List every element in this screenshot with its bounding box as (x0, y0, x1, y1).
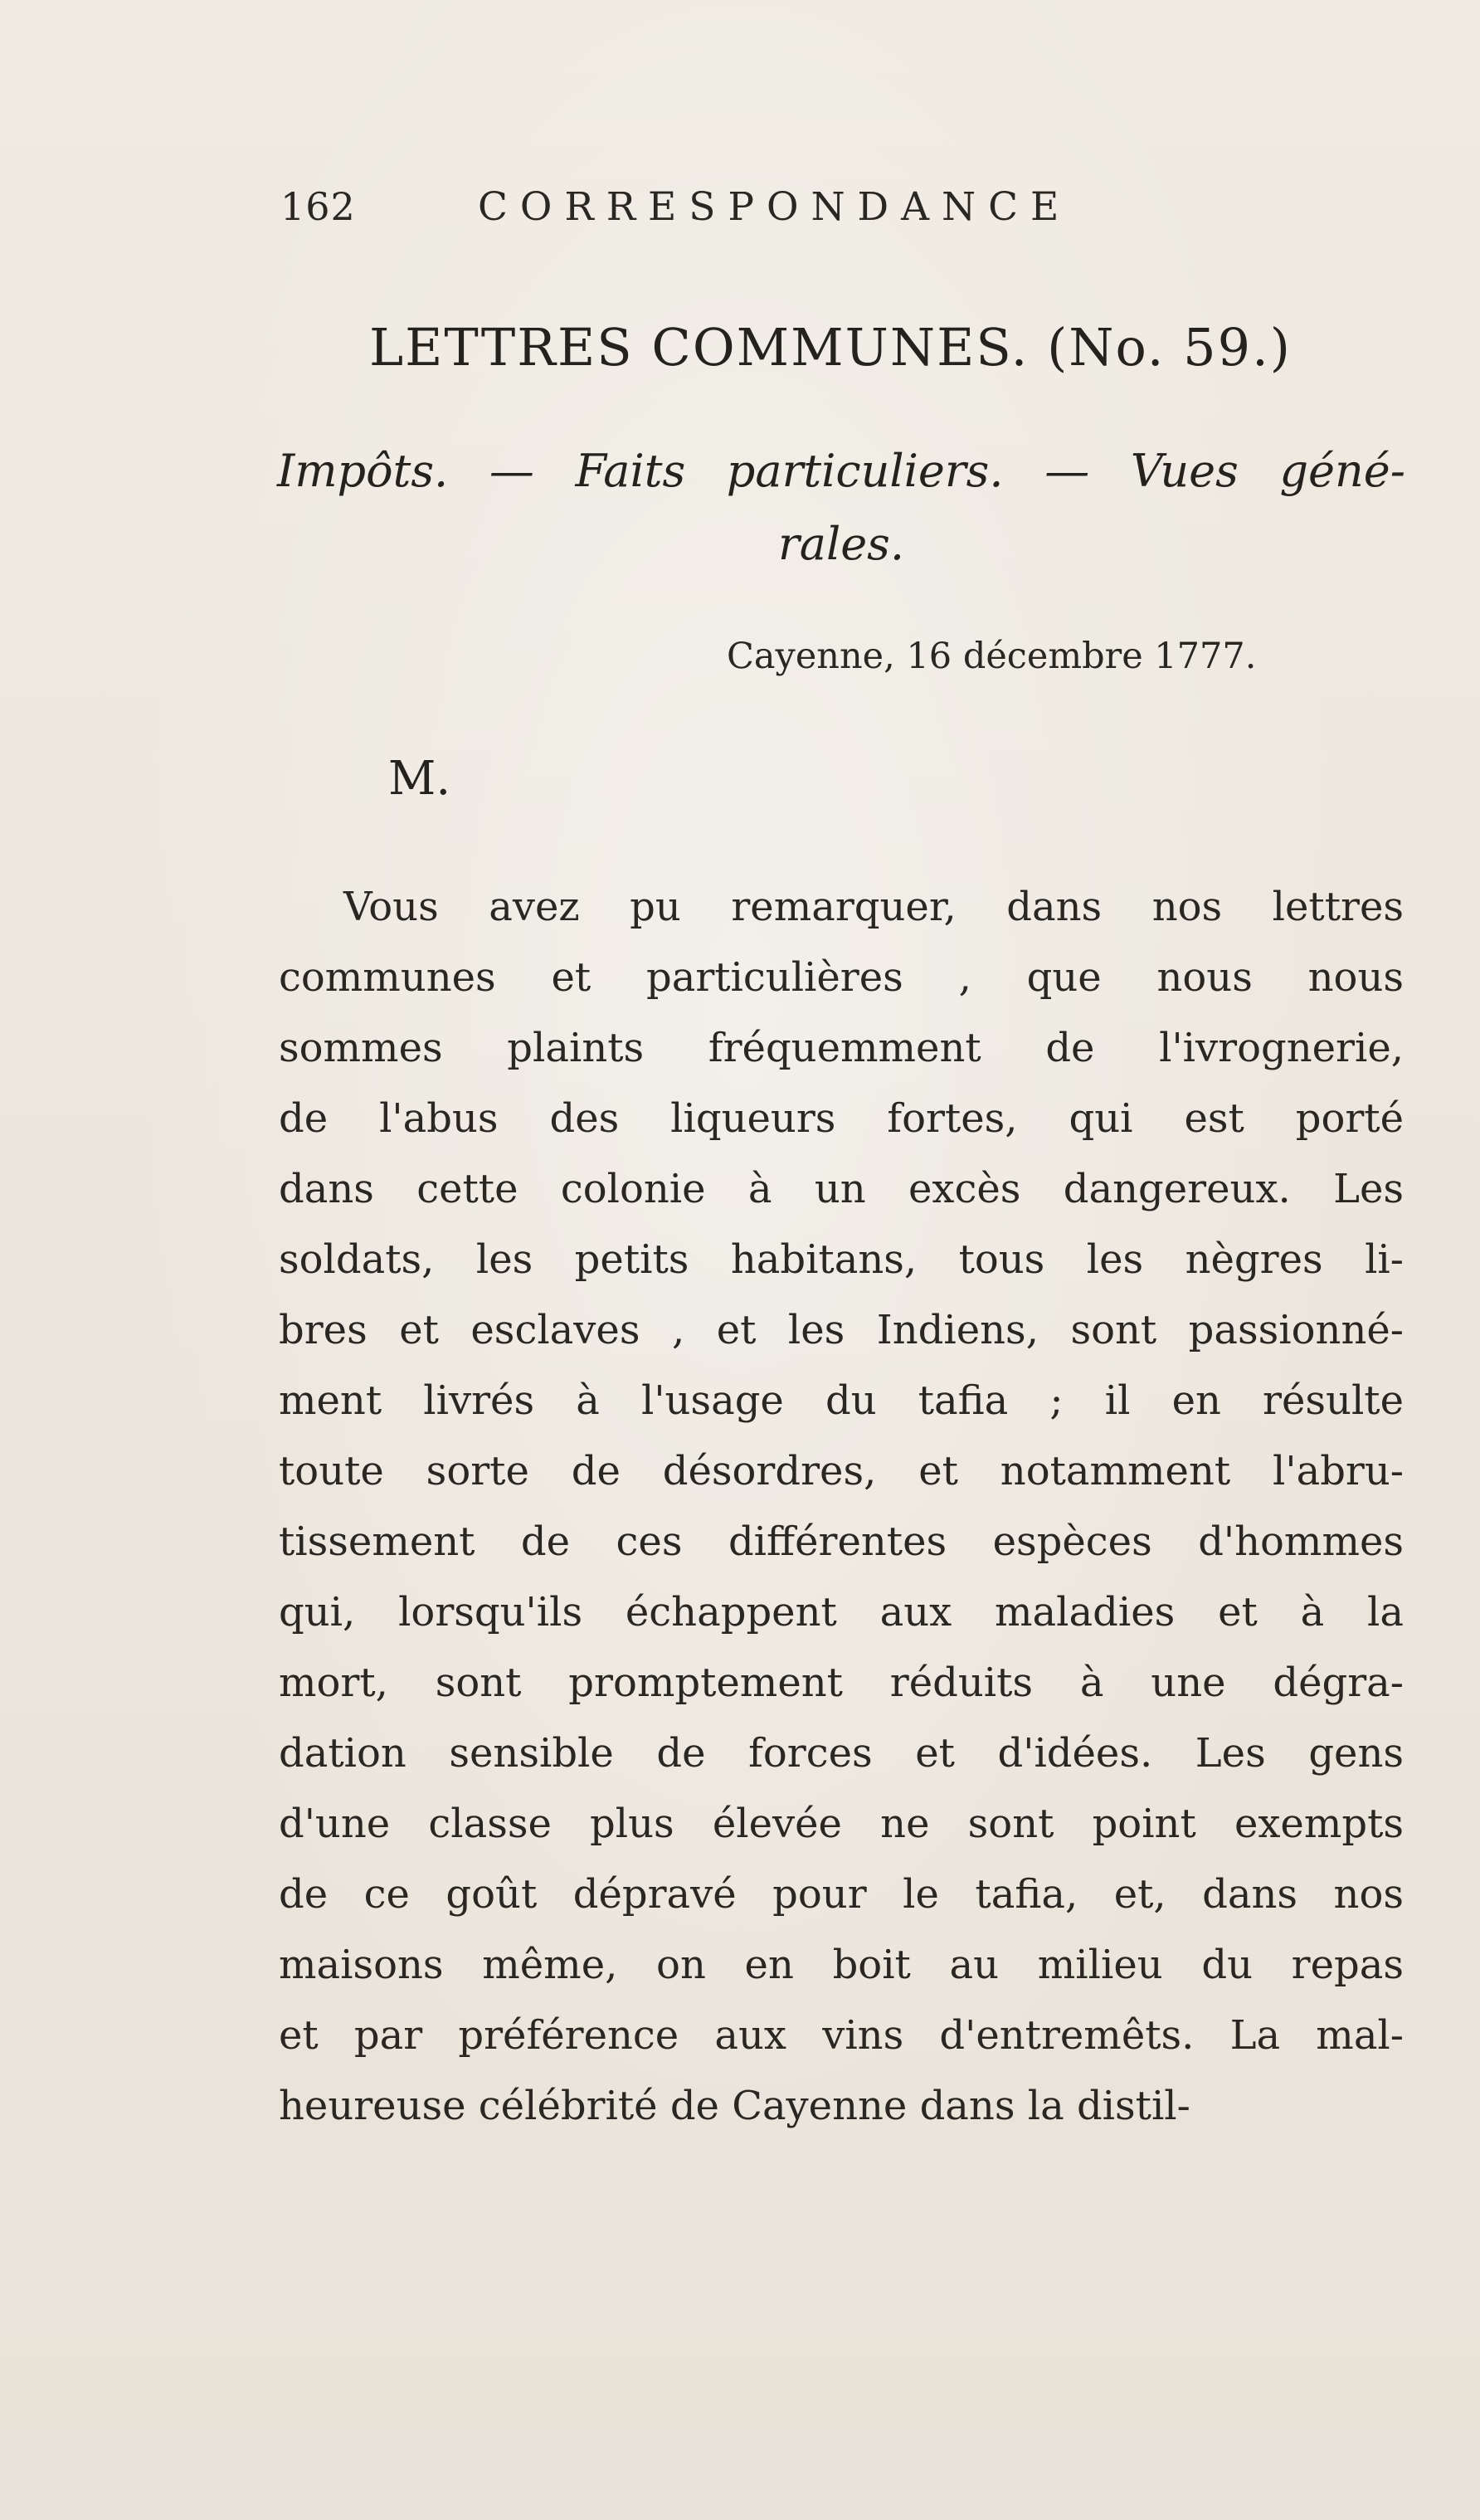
body-line: heureuse célébrité de Cayenne dans la distil- (279, 2083, 1190, 2129)
body-line: soldats, les petits habitans, tous les nègres li- (279, 1236, 1404, 1283)
page-header (280, 184, 1276, 242)
body-line: ment livrés à l'usage du tafia ; il en résulte (279, 1377, 1404, 1424)
body-line: Vous avez pu remarquer, dans nos lettres (343, 884, 1404, 930)
dateline: Cayenne, 16 décembre 1777. (727, 636, 1257, 677)
body-line: mort, sont promptement réduits à une dégra- (279, 1660, 1404, 1706)
body-line: tissement de ces différentes espèces d'hommes (279, 1518, 1404, 1565)
body-line: communes et particulières , que nous nous (279, 954, 1404, 1001)
running-head: C O R R E S P O N D A N C E (478, 184, 1059, 230)
body-line: de ce goût dépravé pour le tafia, et, dans nos (279, 1871, 1404, 1918)
salutation: M. (388, 752, 451, 806)
body-line: d'une classe plus élevée ne sont point exempts (279, 1801, 1404, 1847)
body-line: qui, lorsqu'ils échappent aux maladies et à la (279, 1589, 1404, 1635)
body-line: dans cette colonie à un excès dangereux. Les (279, 1166, 1404, 1212)
subject-line-continuation: rales. (777, 518, 905, 570)
body-line: toute sorte de désordres, et notamment l'abru- (279, 1448, 1404, 1494)
letter-body (279, 872, 1404, 2142)
body-line: sommes plaints fréquemment de l'ivrognerie, (279, 1025, 1404, 1071)
page-number: 162 (280, 184, 356, 229)
body-line: de l'abus des liqueurs fortes, qui est porté (279, 1095, 1404, 1142)
body-line: dation sensible de forces et d'idées. Les gens (279, 1730, 1404, 1777)
body-line: maisons même, on en boit au milieu du repas (279, 1942, 1404, 1988)
body-line: et par préférence aux vins d'entremêts. La mal- (279, 2012, 1404, 2059)
letter-title: LETTRES COMMUNES. (No. 59.) (369, 317, 1292, 378)
subject-line: Impôts. — Faits particuliers. — Vues géné- (277, 445, 1405, 497)
body-line: bres et esclaves , et les Indiens, sont passionné- (279, 1307, 1404, 1353)
